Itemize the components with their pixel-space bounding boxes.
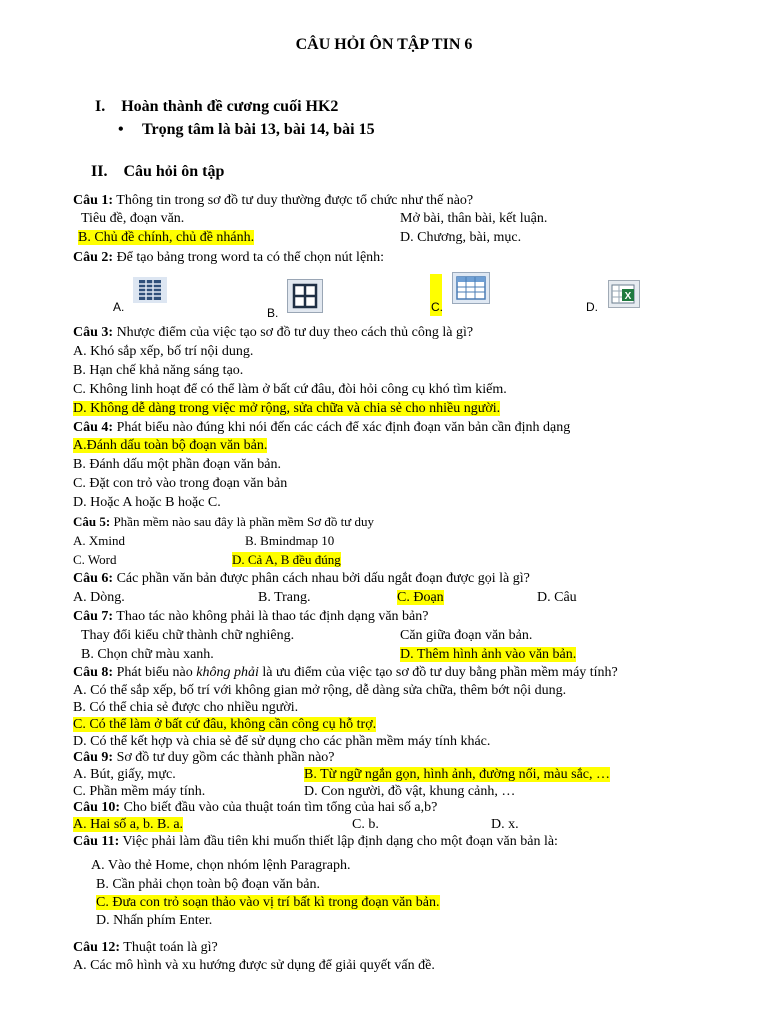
table-grid-blue-icon: [452, 272, 490, 304]
q10-option-d: D. x.: [491, 817, 519, 832]
bullet-dot: •: [118, 121, 124, 138]
q8-option-b: B. Có thể chia sẻ được cho nhiều người.: [73, 700, 299, 715]
page-title: CÂU HỎI ÔN TẬP TIN 6: [295, 36, 473, 53]
q9-option-b: B. Từ ngữ ngắn gọn, hình ảnh, đường nối, màu sắc, …: [304, 767, 610, 782]
question-1: [73, 193, 473, 209]
q9-option-c: C. Phần mềm máy tính.: [73, 784, 206, 799]
q9-option-a: A. Bút, giấy, mực.: [73, 767, 176, 782]
q4-option-d: D. Hoặc A hoặc B hoặc C.: [73, 495, 221, 510]
q6-option-b: B. Trang.: [258, 590, 311, 605]
q1-option-d: D. Chương, bài, mục.: [400, 230, 522, 245]
q6-option-d: D. Câu: [537, 590, 577, 605]
table-grid-icon: [287, 279, 323, 313]
question-12: [73, 940, 218, 956]
q5-option-b: B. Bmindmap 10: [245, 533, 335, 548]
question-label: Câu 11:: [73, 834, 120, 849]
q10-option-c: C. b.: [352, 817, 379, 832]
question-label: Câu 12:: [73, 940, 121, 955]
q3-option-d: D. Không dễ dàng trong việc mở rộng, sửa chữa và chia sẻ cho nhiều người.: [73, 401, 501, 416]
question-label: Câu 2:: [73, 250, 114, 265]
q1-option-a: Tiêu đề, đoạn văn.: [81, 211, 185, 226]
question-text: Thông tin trong sơ đồ tư duy thường được tổ chức như thế nào?: [113, 193, 474, 208]
section-1-heading: [95, 98, 338, 116]
question-text: Phát biểu nào đúng khi nói đến các cách để xác định đoạn văn bản cần định dạng: [113, 420, 571, 435]
q7-option-c: B. Chọn chữ màu xanh.: [81, 647, 214, 662]
q9-option-d: D. Con người, đồ vật, khung cảnh, …: [304, 784, 516, 799]
q5-option-a: A. Xmind: [73, 533, 125, 548]
section-1-number: I.: [95, 98, 106, 115]
question-6: [73, 571, 530, 587]
question-text: là ưu điểm của việc tạo sơ đồ tư duy bằng phần mềm máy tính?: [258, 665, 618, 680]
question-text: Phát biểu nào: [113, 665, 197, 680]
excel-table-icon: [608, 280, 640, 308]
question-label: Câu 1:: [73, 193, 114, 208]
q5-option-c: C. Word: [73, 552, 117, 567]
question-2: [73, 250, 384, 266]
q11-option-b: B. Cần phải chọn toàn bộ đoạn văn bản.: [96, 877, 320, 892]
table-rows-icon: [133, 277, 167, 303]
q4-option-a: A.Đánh dấu toàn bộ đoạn văn bản.: [73, 438, 268, 453]
question-text: Việc phải làm đầu tiên khi muốn thiết lập định dạng cho một đoạn văn bản là:: [119, 834, 558, 849]
q12-option-a: A. Các mô hình và xu hướng được sử dụng để giải quyết vấn đề.: [73, 958, 435, 973]
q6-option-a: A. Dòng.: [73, 590, 125, 605]
question-7: [73, 609, 428, 625]
q4-option-b: B. Đánh dấu một phần đoạn văn bản.: [73, 457, 282, 472]
question-text-italic: không phải: [196, 665, 259, 680]
q2-option-a: A.: [113, 300, 125, 314]
q7-option-d: D. Thêm hình ảnh vào văn bản.: [400, 647, 577, 662]
question-9: [73, 750, 335, 766]
q3-option-a: A. Khó sắp xếp, bố trí nội dung.: [73, 344, 254, 359]
section-2-text: Câu hỏi ôn tập: [123, 163, 225, 180]
question-3: [73, 325, 473, 341]
question-label: Câu 6:: [73, 571, 114, 586]
q11-option-c: C. Đưa con trỏ soạn thảo vào vị trí bất kì trong đoạn văn bản.: [96, 895, 440, 910]
q2-option-b: B.: [267, 306, 279, 320]
q4-option-c: C. Đặt con trỏ vào trong đoạn văn bản: [73, 476, 288, 491]
question-label: Câu 10:: [73, 800, 121, 815]
q5-option-d: D. Cả A, B đều đúng: [232, 552, 341, 567]
question-text: Cho biết đầu vào của thuật toán tìm tổng của hai số a,b?: [120, 800, 438, 815]
q3-option-c: C. Không linh hoạt để có thể làm ở bất cứ đâu, đòi hỏi công cụ khó tìm kiếm.: [73, 382, 507, 397]
q8-option-d: D. Có thể kết hợp và chia sẻ để sử dụng cho các phần mềm máy tính khác.: [73, 734, 491, 749]
q2-option-d: D.: [586, 300, 598, 314]
question-text: Phần mềm nào sau đây là phần mềm Sơ đồ tư duy: [110, 514, 374, 529]
q10-option-a: A. Hai số a, b. B. a.: [73, 817, 184, 832]
q2-option-c: C.: [431, 300, 443, 314]
section-1-bullet: [118, 121, 375, 139]
question-label: Câu 4:: [73, 420, 114, 435]
question-label: Câu 5:: [73, 514, 111, 529]
question-text: Để tạo bảng trong word ta có thể chọn nút lệnh:: [113, 250, 385, 265]
q11-option-a: A. Vào thẻ Home, chọn nhóm lệnh Paragraph.: [91, 858, 351, 873]
question-text: Sơ đồ tư duy gồm các thành phần nào?: [113, 750, 335, 765]
q8-option-c: C. Có thể làm ở bất cứ đâu, không cần công cụ hỗ trợ.: [73, 717, 377, 732]
section-2-heading: [91, 163, 224, 181]
question-text: Thao tác nào không phải là thao tác định dạng văn bản?: [113, 609, 429, 624]
q3-option-b: B. Hạn chế khả năng sáng tạo.: [73, 363, 244, 378]
question-label: Câu 7:: [73, 609, 114, 624]
question-5: [73, 514, 374, 530]
q7-option-a: Thay đổi kiểu chữ thành chữ nghiêng.: [81, 628, 295, 643]
question-label: Câu 8:: [73, 665, 114, 680]
question-11: [73, 834, 558, 850]
question-label: Câu 9:: [73, 750, 114, 765]
q6-option-c: C. Đoạn: [397, 590, 444, 605]
section-1-bullet-text: Trọng tâm là bài 13, bài 14, bài 15: [142, 121, 375, 138]
question-label: Câu 3:: [73, 325, 114, 340]
question-text: Các phần văn bản được phân cách nhau bởi dấu ngắt đoạn được gọi là gì?: [113, 571, 530, 586]
q1-option-c: B. Chủ đề chính, chủ đề nhánh.: [78, 230, 255, 245]
svg-text:X: X: [624, 291, 632, 302]
question-4: [73, 420, 570, 436]
q1-option-b: Mở bài, thân bài, kết luận.: [400, 211, 548, 226]
question-text: Nhược điểm của việc tạo sơ đồ tư duy theo cách thủ công là gì?: [113, 325, 474, 340]
question-text: Thuật toán là gì?: [120, 940, 218, 955]
question-8: [73, 665, 618, 681]
question-10: [73, 800, 437, 816]
q8-option-a: A. Có thể sắp xếp, bố trí với không gian mở rộng, dễ dàng sửa chữa, thêm bớt nội dung.: [73, 683, 567, 698]
q7-option-b: Căn giữa đoạn văn bản.: [400, 628, 533, 643]
q11-option-d: D. Nhấn phím Enter.: [96, 913, 213, 928]
section-1-text: Hoàn thành đề cương cuối HK2: [121, 98, 339, 115]
section-2-number: II.: [91, 163, 108, 180]
